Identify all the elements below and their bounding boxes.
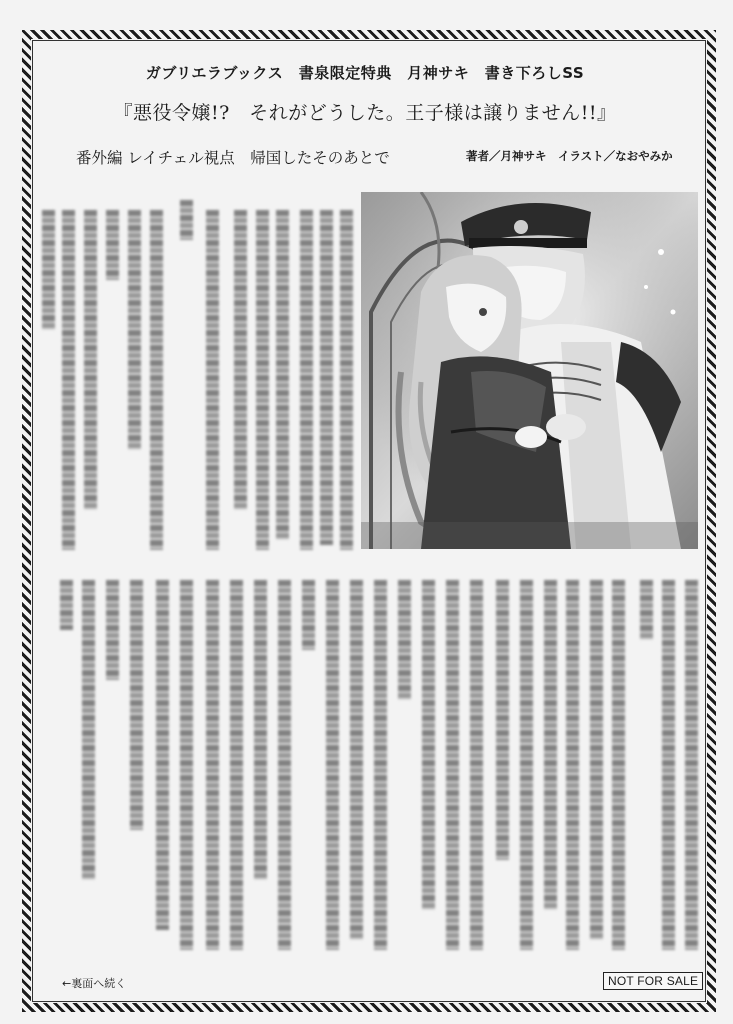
blurred-text-column <box>300 210 313 550</box>
blurred-text-column <box>326 580 339 950</box>
blurred-text-column <box>128 210 141 450</box>
blurred-text-column <box>62 210 75 550</box>
blurred-text-column <box>206 210 219 550</box>
blurred-text-column <box>320 210 333 545</box>
blurred-text-column <box>276 210 289 540</box>
blurred-text-column <box>350 580 363 940</box>
blurred-text-column <box>278 580 291 950</box>
blurred-text-column <box>256 210 269 550</box>
blurred-text-column <box>84 210 97 510</box>
blurred-text-column <box>254 580 267 880</box>
blurred-text-column <box>106 210 119 280</box>
blurred-text-column <box>640 580 653 640</box>
blurred-text-column <box>685 580 698 950</box>
publisher-line: ガブリエラブックス 書泉限定特典 月神サキ 書き下ろしSS <box>145 64 585 82</box>
story-subtitle: 番外編 レイチェル視点 帰国したそのあとで <box>76 149 390 167</box>
blurred-text-column <box>150 210 163 550</box>
blurred-text-column <box>612 580 625 950</box>
blurred-text-column <box>496 580 509 860</box>
not-for-sale-badge: NOT FOR SALE <box>603 972 703 990</box>
blurred-text-column <box>398 580 411 700</box>
book-title: 『悪役令嬢!? それがどうした。王子様は譲りません!!』 <box>113 102 617 124</box>
author-illustrator-credits: 著者／月神サキ イラスト／なおやみか <box>466 149 673 163</box>
blurred-text-column <box>180 200 193 240</box>
blurred-text-column <box>566 580 579 950</box>
blurred-text-column <box>180 580 193 950</box>
blurred-text-column <box>470 580 483 950</box>
blurred-text-column <box>340 210 353 550</box>
blurred-text-column <box>106 580 119 680</box>
blurred-text-column <box>422 580 435 910</box>
continue-on-back-note: ←裏面へ続く <box>62 977 127 990</box>
blurred-text-column <box>662 580 675 950</box>
blurred-text-column <box>230 580 243 950</box>
blurred-text-column <box>302 580 315 650</box>
blurred-text-column <box>446 580 459 950</box>
blurred-text-column <box>60 580 73 630</box>
blurred-text-column <box>206 580 219 950</box>
blurred-text-column <box>234 210 247 510</box>
blurred-text-column <box>130 580 143 830</box>
blurred-text-column <box>520 580 533 950</box>
blurred-text-column <box>590 580 603 940</box>
cover-illustration <box>361 192 698 549</box>
blurred-text-column <box>374 580 387 950</box>
blurred-text-column <box>544 580 557 910</box>
blurred-text-column <box>42 210 55 330</box>
blurred-text-column <box>82 580 95 880</box>
blurred-text-column <box>156 580 169 930</box>
